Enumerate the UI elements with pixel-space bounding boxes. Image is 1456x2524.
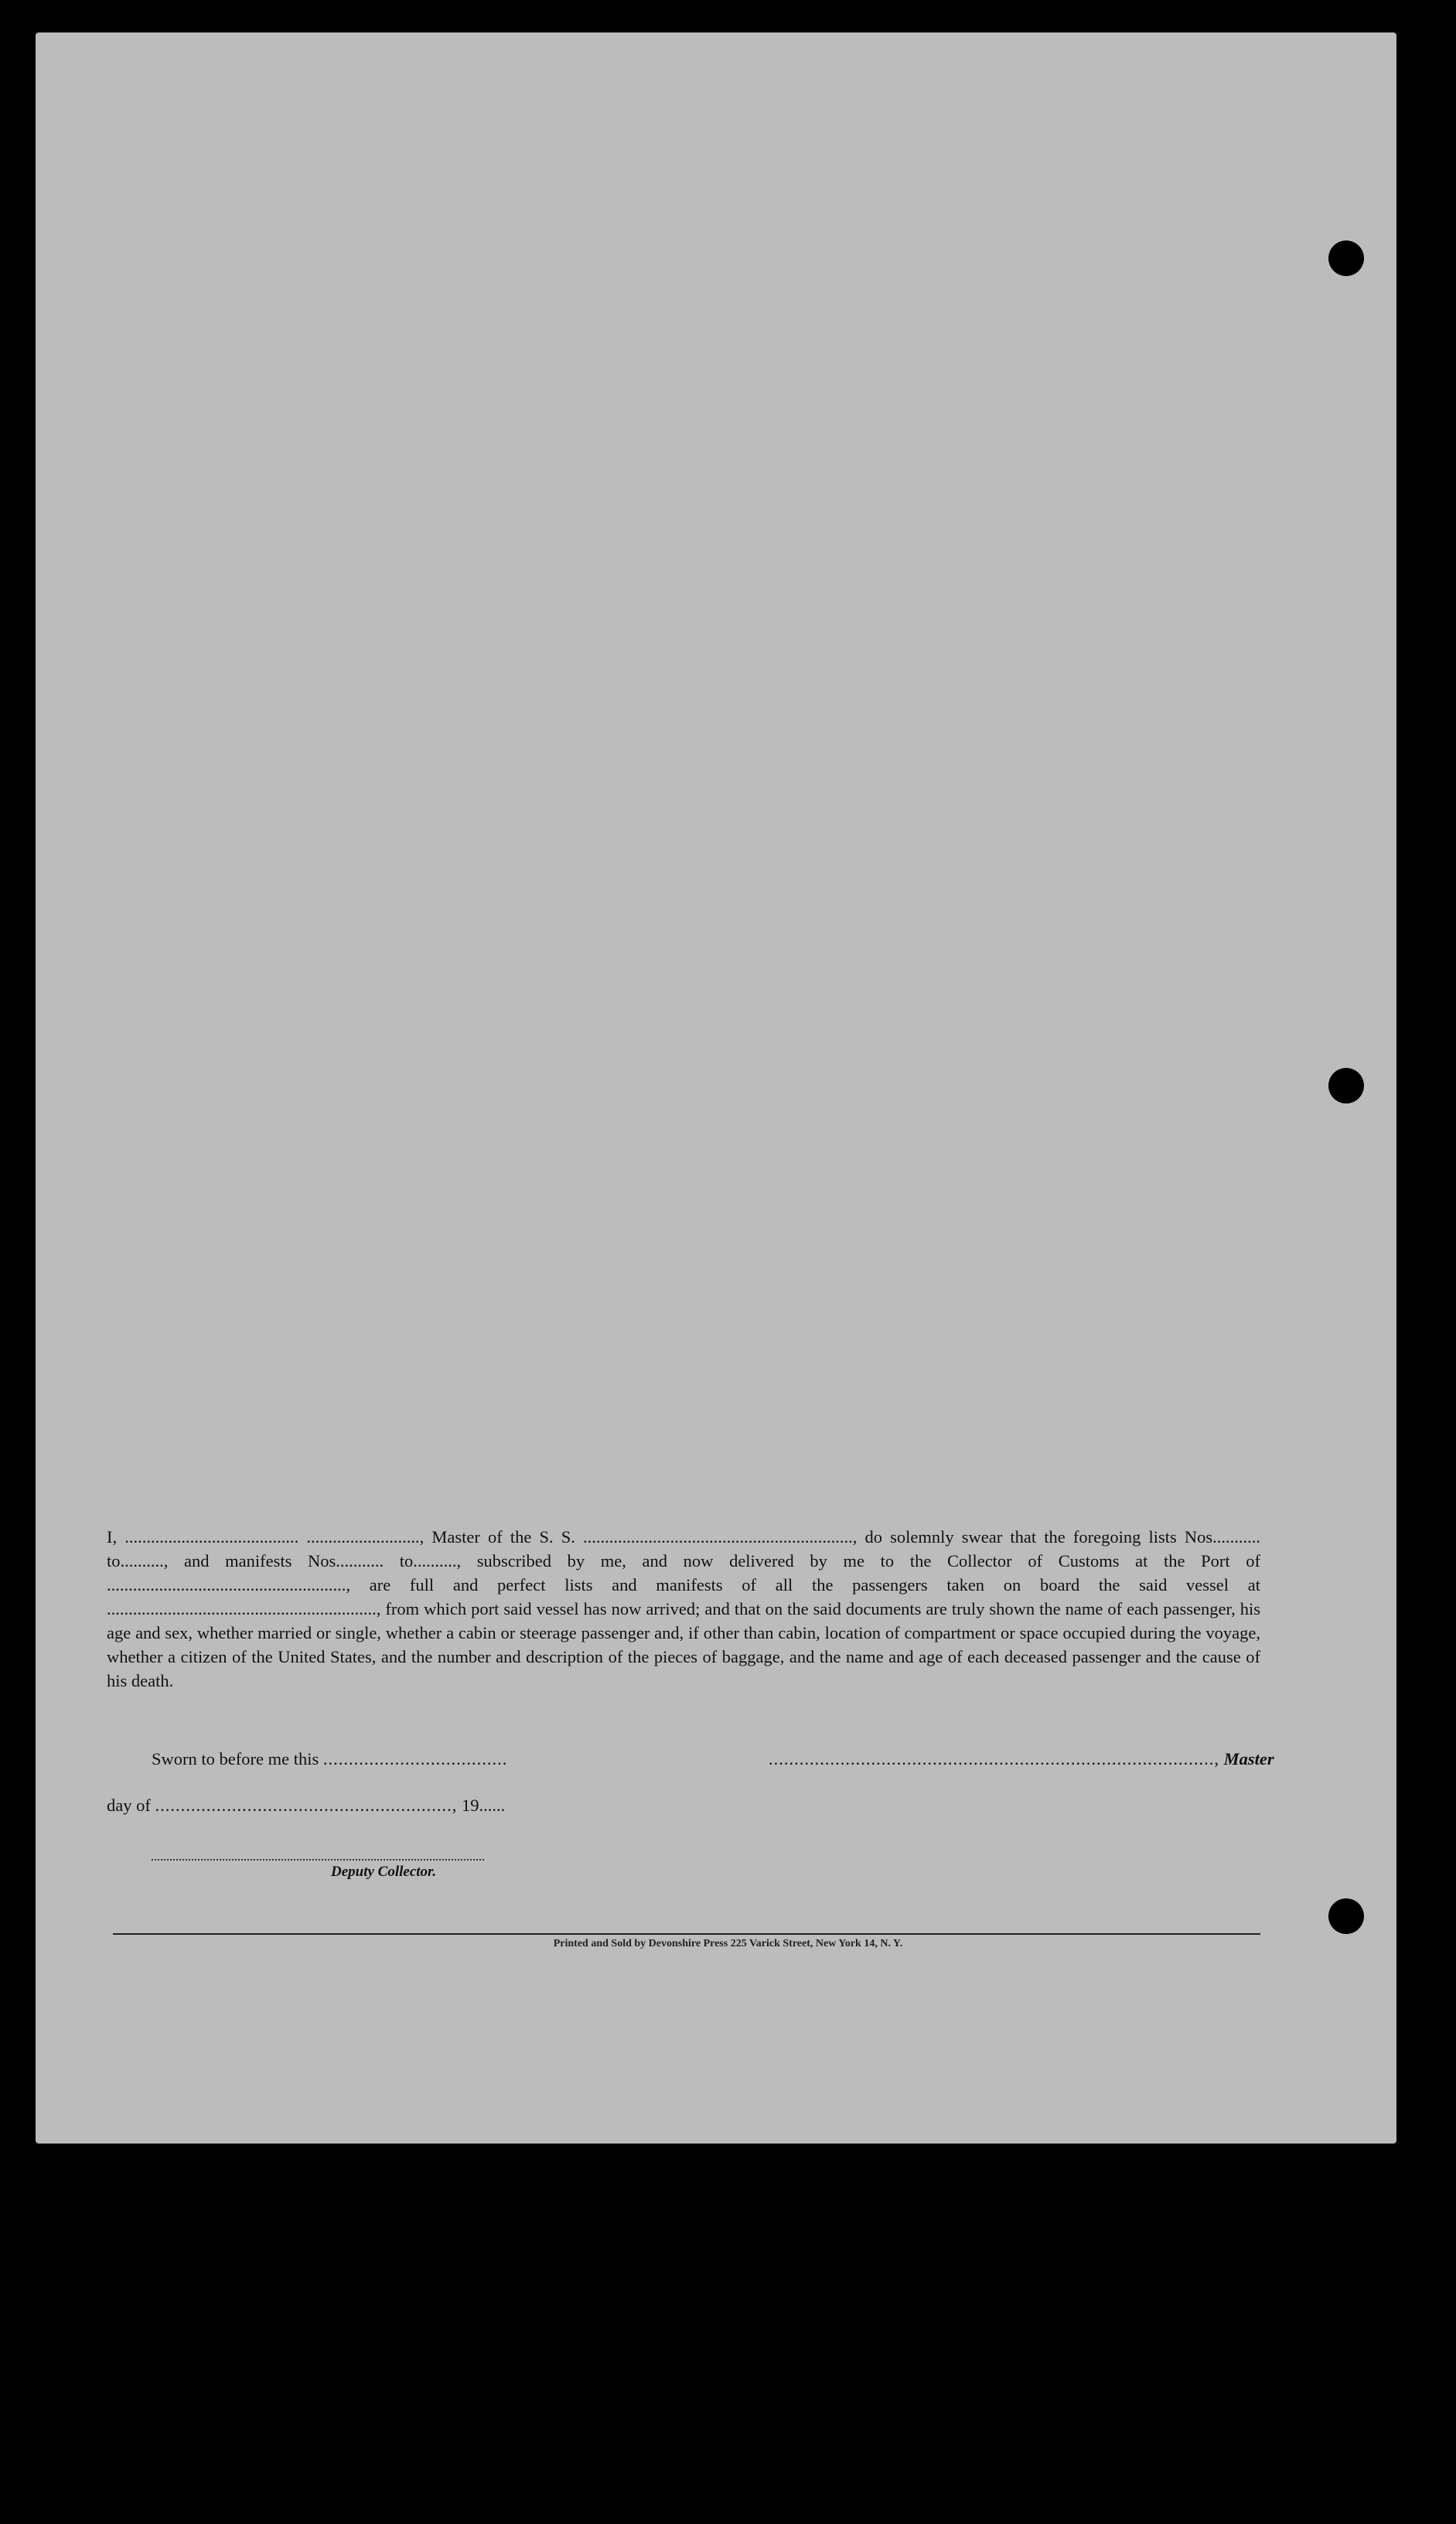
oath-paragraph: I, ........................................ .........................., Master of the S. S. .............................................................., do solemnly swear that the foregoing lists Nos........... to.........., and manifests Nos........... to.........., subscribed by me, and now delivered by me to the Collector of Customs at the Port of ......................................................., are full and perfect lists and manifests of all the passengers taken on board the said vessel at .............................................................., from which port said vessel has now arrived; and that on the said documents are truly shown the name of each passenger, his age and sex, whether married or single, whether a cabin or steerage passenger and, if other than cabin, location of compartment or space occupied during the voyage, whether a citizen of the United States, and the number and description of the pieces of baggage, and the name and age of each deceased passenger and the cause of his death. <box>107 1527 1260 1690</box>
master-label: Master <box>1223 1749 1274 1769</box>
punch-hole-middle <box>1328 1068 1364 1103</box>
punch-hole-top <box>1328 240 1364 276</box>
sworn-line <box>152 1749 507 1769</box>
master-oath-text <box>107 1525 1260 1693</box>
printer-credit: Printed and Sold by Devonshire Press 225 Varick Street, New York 14, N. Y. <box>553 1938 903 1949</box>
deputy-signature-line <box>152 1859 484 1861</box>
deputy-collector-label: Deputy Collector. <box>331 1864 437 1880</box>
punch-hole-bottom <box>1328 1898 1364 1934</box>
day-blank: .........................................................., <box>155 1796 458 1815</box>
day-line <box>107 1796 505 1816</box>
day-label: day of <box>107 1796 151 1815</box>
master-signature-blank: ......................................................................................., <box>769 1749 1219 1769</box>
footer-rule <box>113 1933 1260 1935</box>
master-signature-line <box>769 1749 1274 1769</box>
year-blank: 19...... <box>461 1796 506 1815</box>
sworn-label: Sworn to before me this <box>152 1749 319 1769</box>
manifest-sheet <box>36 32 1396 2144</box>
sworn-date-blank: .................................... <box>322 1749 508 1769</box>
